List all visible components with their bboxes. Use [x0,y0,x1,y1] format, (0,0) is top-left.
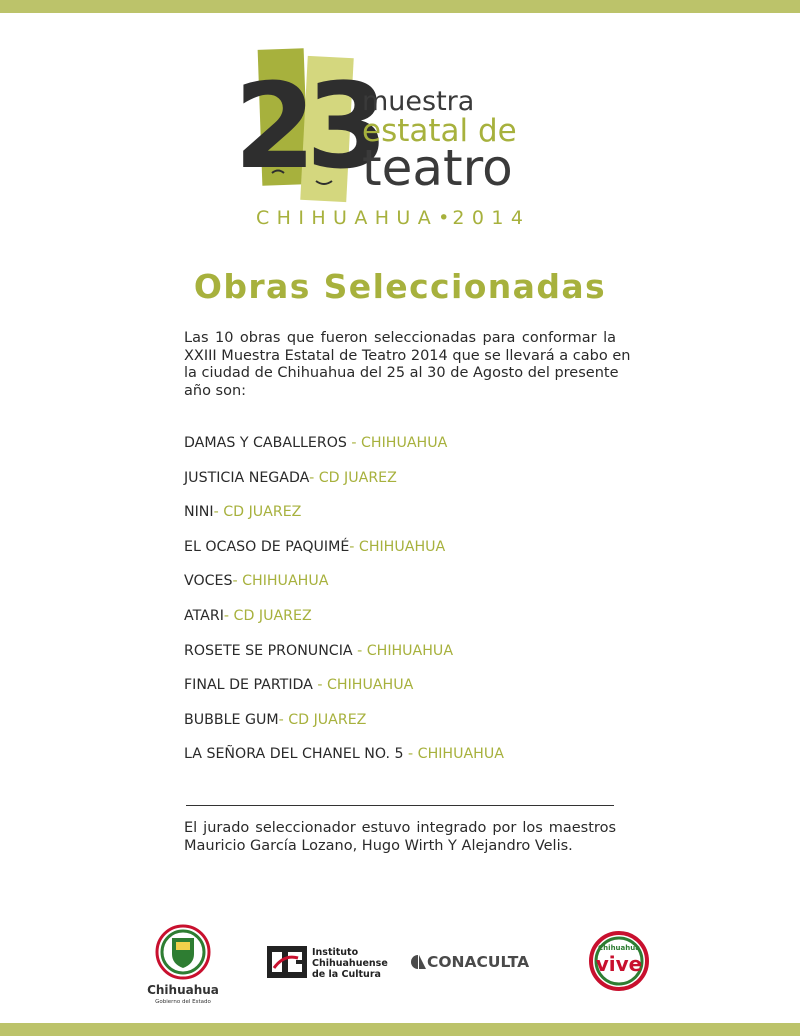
selected-works-list [184,435,504,781]
logo-location: CHIHUAHUA [256,207,439,229]
chihuahua-vive-logo [588,930,650,992]
work-city: - CHIHUAHUA [403,746,504,763]
ichicult-line1: Instituto [312,947,359,958]
top-accent-bar [0,0,800,13]
logo-number: 23 [233,57,379,195]
work-title: EL OCASO DE PAQUIMÉ [184,538,350,555]
work-title: BUBBLE GUM [184,711,279,728]
conaculta-name: CONACULTA [427,953,530,971]
work-city: - CHIHUAHUA [352,642,454,659]
conaculta-logo [410,953,529,971]
vive-main-label: vive [595,952,643,976]
page-title: Obras Seleccionadas [193,267,607,306]
intro-line: año son: [184,382,247,399]
work-city: - CHIHUAHUA [232,573,329,590]
list-item [184,712,504,747]
list-item [184,539,504,574]
work-city: - CHIHUAHUA [346,435,448,451]
work-title: DAMAS Y CABALLEROS [184,435,347,451]
work-city: - CD JUAREZ [278,711,367,728]
work-city: - CD JUAREZ [309,469,397,486]
logo-year: 2014 [452,207,531,229]
logo-line-estatal: estatal de [362,113,517,149]
list-item [184,608,504,643]
jury-paragraph [184,820,616,855]
work-title: VOCES [184,573,233,590]
list-item [184,435,504,470]
gobierno-name: Chihuahua [147,983,219,997]
work-title: ROSETE SE PRONUNCIA [184,642,353,659]
gobierno-sub: Gobierno del Estado [155,999,211,1005]
jury-line: Mauricio García Lozano, Hugo Wirth Y Alejandro Velis. [184,837,573,854]
logo-line-muestra: muestra [362,86,475,117]
work-city: - CD JUAREZ [213,504,302,521]
list-item [184,573,504,608]
logo-separator: • [438,207,453,229]
jury-line: El jurado seleccionador estuvo integrado por los maestros [184,820,616,836]
ichicult-logo [266,942,396,982]
bottom-accent-bar [0,1023,800,1036]
list-item [184,504,504,539]
intro-line: Las 10 obras que fueron seleccionadas para conformar la [184,330,616,346]
work-title: JUSTICIA NEGADA [184,469,310,486]
work-title: FINAL DE PARTIDA [184,677,313,694]
gobierno-chihuahua-logo [147,922,220,1008]
logo-location-year [256,207,530,229]
list-item [184,746,504,781]
conaculta-mark-icon [410,955,426,969]
ichicult-line3: de la Cultura [312,969,381,980]
vive-top-label: Chihuahua [598,944,640,952]
intro-paragraph [184,330,631,400]
intro-line: la ciudad de Chihuahua del 25 al 30 de Agosto del presente [184,365,619,382]
work-title: ATARI [184,607,224,624]
divider [186,805,614,806]
list-item [184,470,504,505]
work-city: - CD JUAREZ [223,607,312,624]
work-city: - CHIHUAHUA [312,677,414,694]
list-item [184,643,504,678]
work-title: NINI [184,504,214,521]
logo-line-teatro: teatro [362,139,513,197]
list-item [184,677,504,712]
work-title: LA SEÑORA DEL CHANEL NO. 5 [184,746,404,763]
intro-line: XXIII Muestra Estatal de Teatro 2014 que se llevará a cabo en [184,347,631,364]
festival-logo-mark [233,45,379,205]
ichicult-line2: Chihuahuense [312,958,388,969]
work-city: - CHIHUAHUA [349,538,446,555]
